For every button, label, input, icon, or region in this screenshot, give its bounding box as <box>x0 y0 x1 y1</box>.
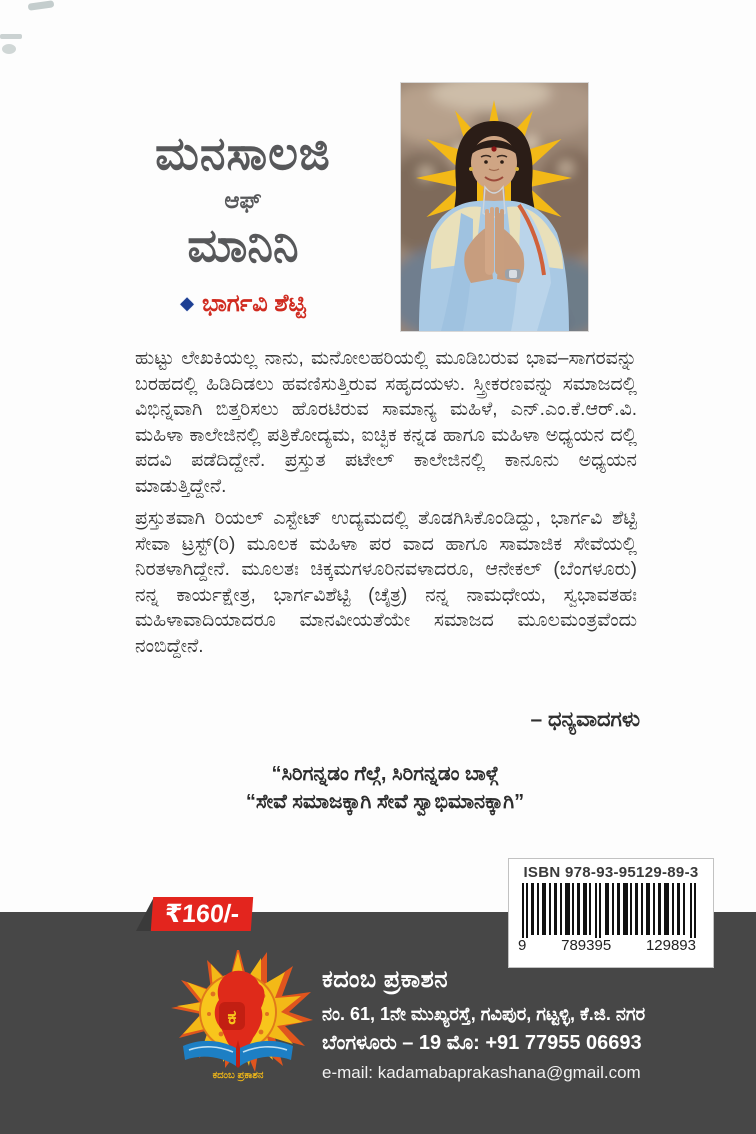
bio-paragraph-2: ಪ್ರಸ್ತುತವಾಗಿ ರಿಯಲ್ ಎಸ್ಟೇಟ್ ಉದ್ಯಮದಲ್ಲಿ ತೊಡಗಿಸಿಕೊಂಡಿದ್ದು, ಭಾರ್ಗವಿ ಶೆಟ್ಟಿ ಸೇವಾ ಟ್ರಸ್ಟ್(ರಿ) ಮೂಲಕ ಮಹಿಳಾ ಪರ ವಾದ ಹಾಗೂ ಸಾಮಾಜಿಕ ಸೇವೆಯಲ್ಲಿ ನಿರತಳಾಗಿದ್ದೇನೆ. ಮೂಲತಃ ಚಿಕ್ಕಮಗಳೂರಿನವಳಾದರೂ, ಆನೇಕಲ್ (ಬೆಂಗಳೂರು) ನನ್ನ ಕಾರ್ಯಕ್ಷೇತ್ರ, ಭಾರ್ಗವಿಶೆಟ್ಟಿ (ಚೈತ್ರ) ನನ್ನ ನಾಮಧೇಯ, ಸ್ವಭಾವತಹಃ ಮಹಿಳಾವಾದಿಯಾದರೂ ಮಾನವೀಯತೆಯೇ ಸಮಾಜದ ಮೂಲಮಂತ್ರವೆಂದು ನಂಬಿದ್ದೇನೆ. <box>135 508 637 657</box>
logo-letter: ಕ <box>227 1007 237 1029</box>
publisher-logo-illustration <box>163 950 313 1082</box>
publisher-name: ಕದಂಬ ಪ್ರಕಾಶನ <box>322 966 449 993</box>
author-photo <box>400 82 589 332</box>
book-title-line3: ಮಾನಿನಿ <box>187 218 299 271</box>
isbn-box <box>508 858 714 968</box>
price-tag: ₹160/- <box>151 897 253 931</box>
publisher-email: e-mail: kadamabaprakashana@gmail.com <box>322 1063 641 1082</box>
quote-line-1: “ಸಿರಿಗನ್ನಡಂ ಗೆಲ್ಗೆ, ಸಿರಿಗನ್ನಡಂ ಬಾಳ್ಗೆ <box>271 763 499 785</box>
diamond-bullet-icon: ◆ <box>180 293 194 314</box>
title-block <box>118 128 368 318</box>
signoff: – ಧನ್ಯವಾದಗಳು <box>530 708 640 731</box>
publisher-logo <box>163 950 313 1082</box>
quotes-block <box>110 760 660 816</box>
publisher-address: ನಂ. 61, 1ನೇ ಮುಖ್ಯರಸ್ತೆ, ಗವಿಪುರ, ಗಟ್ಟಳ್ಳಿ, ಕೆ.ಜಿ. ನಗರ <box>322 1004 646 1024</box>
publisher-city-phone: ಬೆಂಗಳೂರು – 19 ಮೊ: +91 77955 06693 <box>322 1032 642 1054</box>
bio-paragraph-1: ಹುಟ್ಟು ಲೇಖಕಿಯಲ್ಲ ನಾನು, ಮನೋಲಹರಿಯಲ್ಲಿ ಮೂಡಿಬರುವ ಭಾವ–ಸಾಗರವನ್ನು ಬರಹದಲ್ಲಿ ಹಿಡಿದಿಡಲು ಹವಣಿಸುತ್ತಿರುವ ಸಹೃದಯಳು. ಸ್ತ್ರೀಕರಣವನ್ನು ಸಮಾಜದಲ್ಲಿ ವಿಭಿನ್ನವಾಗಿ ಬಿತ್ತರಿಸಲು ಹೊರಟಿರುವ ಸಾಮಾನ್ಯ ಮಹಿಳೆ, ಎನ್.ಎಂ.ಕೆ.ಆರ್.ವಿ. ಮಹಿಳಾ ಕಾಲೇಜಿನಲ್ಲಿ ಪತ್ರಿಕೋದ್ಯಮ, ಐಚ್ಛಿಕ ಕನ್ನಡ ಹಾಗೂ ಮಹಿಳಾ ಅಧ್ಯಯನ ದಲ್ಲಿ ಪದವಿ ಪಡೆದಿದ್ದೇನೆ. ಪ್ರಸ್ತುತ ಪಟೇಲ್ ಕಾಲೇಜಿನಲ್ಲಿ ಕಾನೂನು ಅಧ್ಯಯನ ಮಾಡುತ್ತಿದ್ದೇನೆ. <box>135 348 637 497</box>
biography <box>135 346 637 659</box>
author-line <box>118 290 368 318</box>
publisher-info <box>322 966 742 1083</box>
book-title-line1: ಮನಸಾಲಜಿ <box>155 127 331 179</box>
barcode-digit-left: 9 <box>515 938 529 954</box>
author-name: ಭಾರ್ಗವಿ ಶೆಟ್ಟಿ <box>201 290 306 318</box>
scan-artifact <box>0 0 60 60</box>
book-title-line2: ಆಫ್ <box>224 186 262 213</box>
open-book-icon <box>183 1040 293 1068</box>
barcode-digit-mid: 789395 <box>558 938 614 954</box>
author-photo-illustration <box>401 83 588 331</box>
isbn-label: ISBN 978-93-95129-89-3 <box>523 864 699 881</box>
logo-caption: ಕದಂಬ ಪ್ರಕಾಶನ <box>212 1070 264 1081</box>
barcode-digit-right: 129893 <box>643 938 699 954</box>
quote-line-2: “ಸೇವೆ ಸಮಾಜಕ್ಕಾಗಿ ಸೇವೆ ಸ್ವಾಭಿಮಾನಕ್ಕಾಗಿ” <box>245 791 525 813</box>
